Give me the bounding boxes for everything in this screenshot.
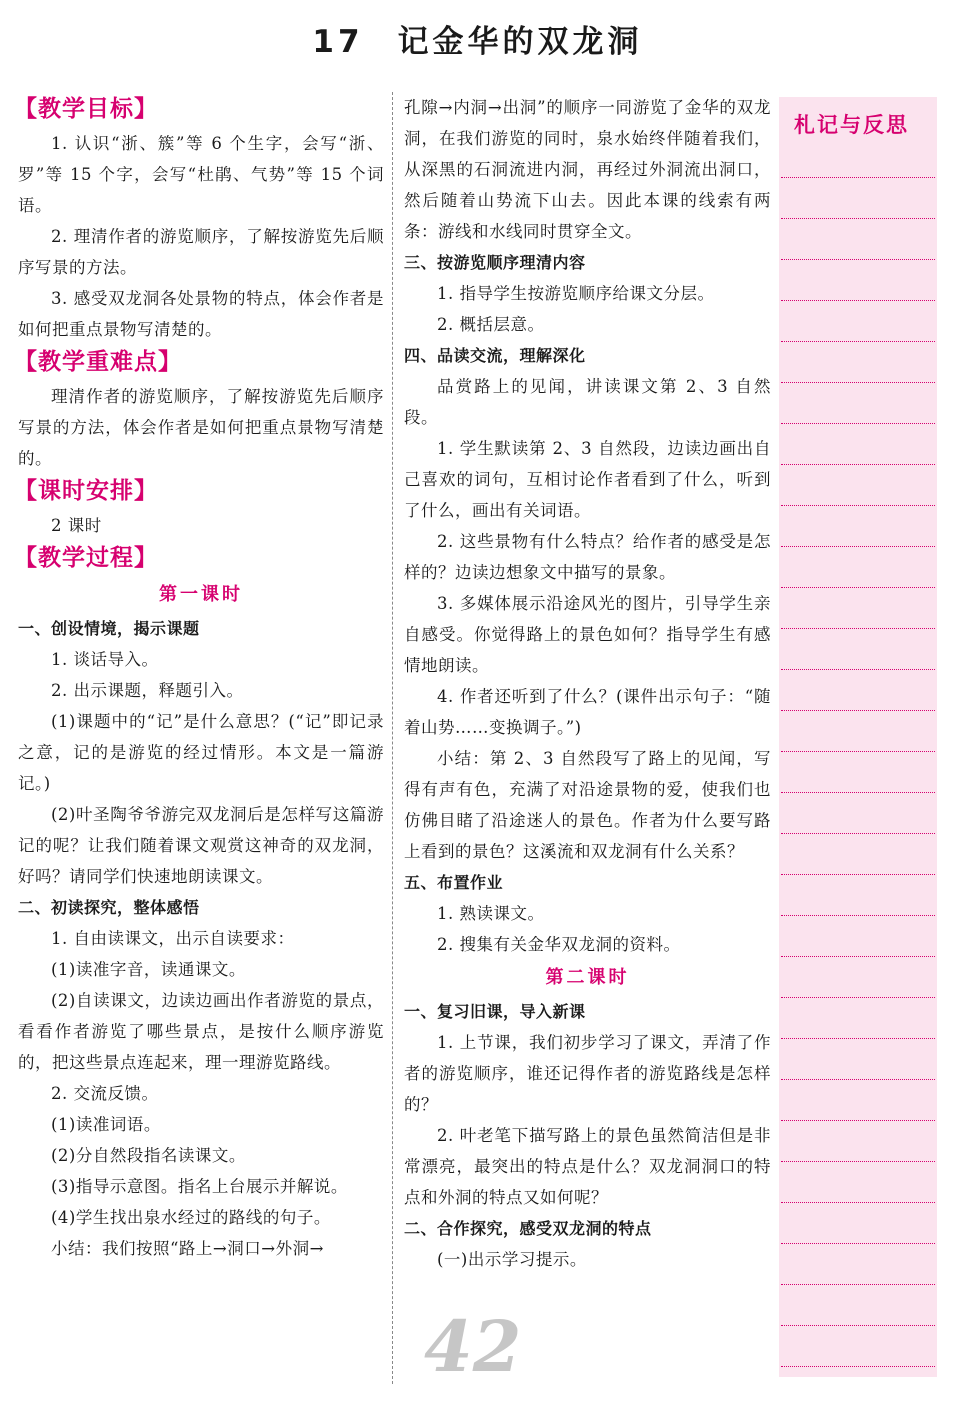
note-line [781,710,935,711]
note-line [781,1161,935,1162]
lesson-number: 17 [312,24,364,60]
paragraph: (2)分自然段指名读课文。 [51,1146,246,1165]
section-heading: 一、复习旧课，导入新课 [404,1002,586,1021]
note-line [781,669,935,670]
section-heading: 二、合作探究，感受双龙洞的特点 [404,1219,652,1238]
note-line [781,423,935,424]
schedule-text: 2 课时 [51,516,102,535]
goal-item: 3. 感受双龙洞各处景物的特点，体会作者是如何把重点景物写清楚的。 [18,289,384,339]
note-line [781,833,935,834]
paragraph: 2. 交流反馈。 [51,1084,159,1103]
goal-item: 1. 认识“浙、簇”等 6 个生字，会写“浙、罗”等 15 个字，会写“杜鹃、气势”等 15 个词语。 [18,134,384,215]
note-line [781,341,935,342]
page-number: 42 [424,1305,522,1388]
paragraph: (一)出示学习提示。 [437,1250,587,1269]
note-line [781,218,935,219]
notes-title: 札记与反思 [794,113,909,137]
paragraph: 孔隙→内洞→出洞”的顺序一同游览了金华的双龙洞，在我们游览的同时，泉水始终伴随着我们，从深黑的石洞流进内洞，再经过外洞流出洞口，然后随着山势流下山去。因此本课的线索有两条：游线和水线同时贯穿全文。 [404,98,771,241]
note-line [781,300,935,301]
section-heading: 四、品读交流，理解深化 [404,346,586,365]
note-line [781,628,935,629]
paragraph: 1. 熟读课文。 [437,904,545,923]
paragraph: (4)学生找出泉水经过的路线的句子。 [51,1208,331,1227]
middle-column [404,92,771,1275]
paragraph: 2. 叶老笔下描写路上的景色虽然简洁但是非常漂亮，最突出的特点是什么？双龙洞洞口的特点和外洞的特点又如何呢？ [404,1126,771,1207]
note-line [781,751,935,752]
paragraph: 2. 这些景物有什么特点？给作者的感受是怎样的？边读边想象文中描写的景象。 [404,532,771,582]
note-line [781,915,935,916]
paragraph: 小结：第 2、3 自然段写了路上的见闻，写得有声有色，充满了对沿途景物的爱，使我们也仿佛目睹了沿途迷人的景色。作者为什么要写路上看到的景色？这溪流和双龙洞有什么关系？ [404,749,771,861]
paragraph: (2)叶圣陶爷爷游完双龙洞后是怎样写这篇游记的呢？让我们随着课文观赏这神奇的双龙洞，好吗？请同学们快速地朗读课文。 [18,805,384,886]
note-line [781,177,935,178]
paragraph: (2)自读课文，边读边画出作者游览的景点，看看作者游览了哪些景点，是按什么顺序游览的，把这些景点连起来，理一理游览路线。 [18,991,384,1072]
paragraph: 小结：我们按照“路上→洞口→外洞→ [51,1239,324,1258]
paragraph: 1. 谈话导入。 [51,650,159,669]
column-divider [392,92,393,1384]
paragraph: 1. 学生默读第 2、3 自然段，边读边画出自己喜欢的词句，互相讨论作者看到了什么，听到了什么，画出有关词语。 [404,439,771,520]
note-line [781,792,935,793]
lesson-one-heading: 第一课时 [159,584,243,605]
left-column [14,92,384,1264]
schedule-heading: 【课时安排】 [14,478,158,504]
paragraph: 1. 自由读课文，出示自读要求： [51,929,295,948]
lesson-title: 记金华的双龙洞 [397,24,643,60]
note-line [781,505,935,506]
section-heading: 五、布置作业 [404,873,504,892]
paragraph: 2. 概括层意。 [437,315,545,334]
paragraph: (1)读准字音，读通课文。 [51,960,246,979]
paragraph: (3)指导示意图。指名上台展示并解说。 [51,1177,348,1196]
paragraph: 1. 指导学生按游览顺序给课文分层。 [437,284,715,303]
difficulty-text: 理清作者的游览顺序，了解按游览先后顺序写景的方法，体会作者是如何把重点景物写清楚的。 [18,387,384,468]
section-heading: 二、初读探究，整体感悟 [18,898,200,917]
note-line [781,1079,935,1080]
note-line [781,1120,935,1121]
paragraph: 4. 作者还听到了什么？(课件出示句子：“随着山势……变换调子。”) [404,687,771,737]
note-line [781,1366,935,1367]
lesson-two-heading: 第二课时 [545,967,630,988]
note-line [781,587,935,588]
paragraph: 3. 多媒体展示沿途风光的图片，引导学生亲自感受。你觉得路上的景色如何？指导学生有感情地朗读。 [404,594,771,675]
note-line [781,1202,935,1203]
note-line [781,874,935,875]
notes-panel [779,97,937,1377]
note-line [781,464,935,465]
paragraph: (1)读准词语。 [51,1115,161,1134]
section-heading: 三、按游览顺序理清内容 [404,253,586,272]
process-heading: 【教学过程】 [14,545,158,571]
page-title [0,16,955,61]
paragraph: 品赏路上的见闻，讲读课文第 2、3 自然段。 [404,377,771,427]
difficulty-heading: 【教学重难点】 [14,349,182,375]
goal-item: 2. 理清作者的游览顺序，了解按游览先后顺序写景的方法。 [18,227,384,277]
note-line [781,546,935,547]
note-line [781,1284,935,1285]
paragraph: 2. 搜集有关金华双龙洞的资料。 [437,935,681,954]
paragraph: 2. 出示课题，释题引入。 [51,681,244,700]
section-heading: 一、创设情境，揭示课题 [18,619,200,638]
note-line [781,382,935,383]
note-line [781,997,935,998]
paragraph: 1. 上节课，我们初步学习了课文，弄清了作者的游览顺序，谁还记得作者的游览路线是怎样的？ [404,1033,771,1114]
note-line [781,956,935,957]
goals-heading: 【教学目标】 [14,96,158,122]
note-line [781,1325,935,1326]
paragraph: (1)课题中的“记”是什么意思？(“记”即记录之意，记的是游览的经过情形。本文是一篇游记。) [18,712,384,793]
note-line [781,259,935,260]
note-line [781,1243,935,1244]
note-line [781,1038,935,1039]
